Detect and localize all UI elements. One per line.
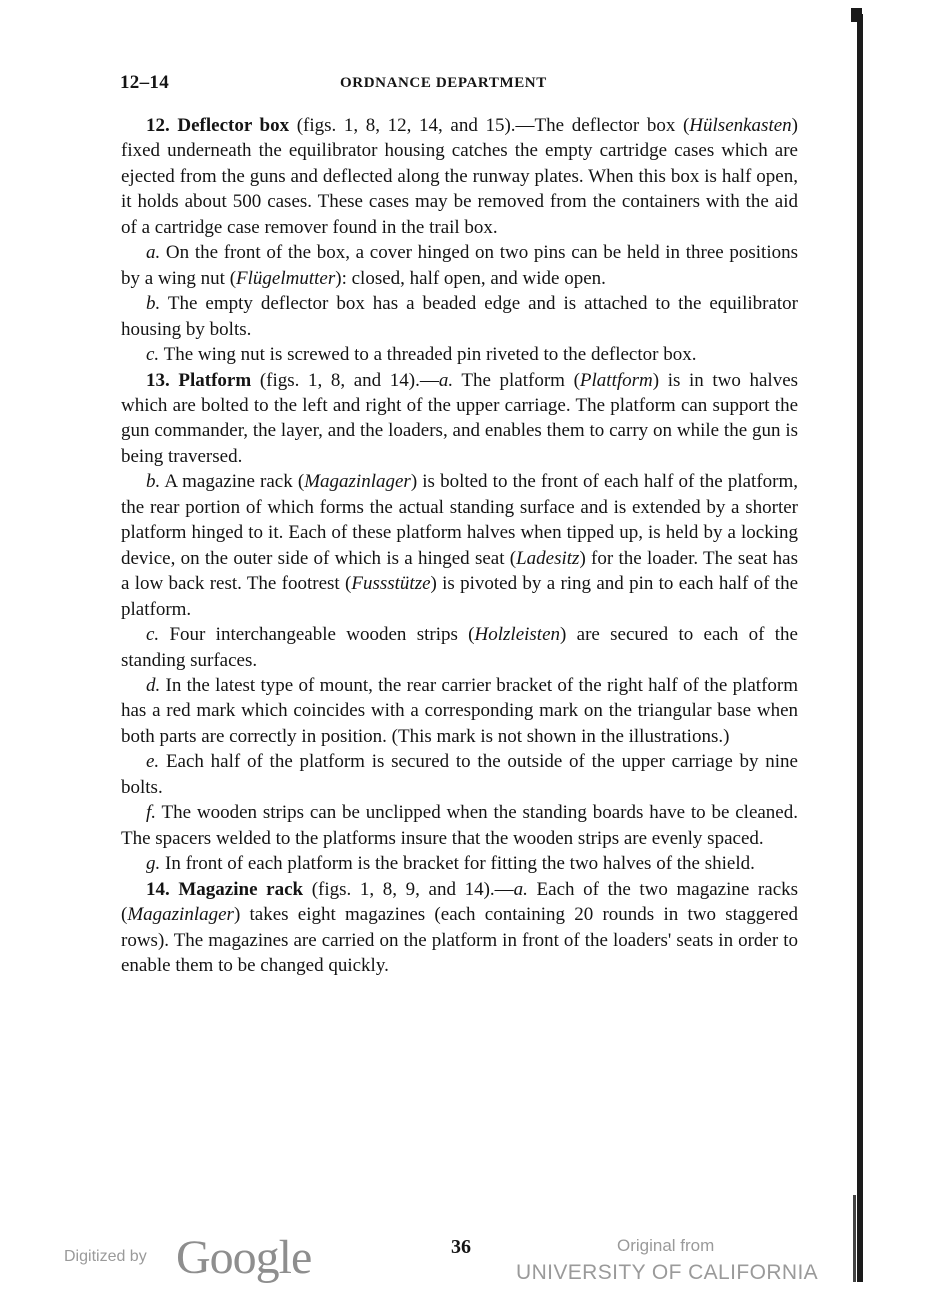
italic-term: b. bbox=[146, 293, 161, 315]
italic-term: a. bbox=[513, 878, 528, 900]
text-run: ): closed, half open, and wide open. bbox=[335, 267, 606, 289]
section-13-paragraph bbox=[121, 368, 798, 470]
section-number: 13. bbox=[146, 369, 170, 391]
section-12-paragraph bbox=[121, 113, 798, 240]
text-run: ) is bolted to the front of each half of the platform, the rear portion of which forms the actual standing surface and is extended by a shorter platform hinged to it. Each of these platform halves when tipped up, is held by a locking device, on the outer side of which is a hinged seat ( bbox=[121, 471, 799, 569]
text-run: Each of the two magazine racks ( bbox=[121, 878, 799, 926]
original-label: Original from bbox=[617, 1236, 715, 1255]
italic-term: d. bbox=[146, 674, 161, 696]
italic-term: a. bbox=[146, 242, 161, 264]
text-run: On the front of the box, a cover hinged on two pins can be held in three positions by a wing nut ( bbox=[121, 242, 798, 289]
italic-term: Flügelmutter bbox=[236, 267, 336, 289]
page-number: 36 bbox=[451, 1236, 471, 1258]
section-12-paragraph bbox=[121, 240, 798, 291]
body-text bbox=[121, 113, 798, 978]
section-12-paragraph bbox=[121, 342, 798, 367]
italic-term: Magazinlager bbox=[127, 904, 234, 926]
text-run: (figs. 1, 8, and 14).— bbox=[259, 369, 439, 391]
italic-term: e. bbox=[146, 751, 160, 773]
digitized-label: Digitized by bbox=[64, 1248, 147, 1265]
text-run: The wooden strips can be unclipped when the standing boards have to be cleaned. The spacers welded to the platforms insure that the wooden strips are evenly spaced. bbox=[121, 802, 798, 849]
italic-term: Plattform bbox=[579, 369, 653, 391]
text-run: ) fixed underneath the equilibrator housing catches the empty cartridge cases which are ejected from the guns and deflected along the runway plates. When this box is half open, it holds about 500 cases. These cases may be removed from the containers with the aid of a cartridge case remover found in the trail box. bbox=[121, 115, 798, 238]
digitized-by-watermark bbox=[64, 1231, 364, 1284]
text-run: A magazine rack ( bbox=[160, 471, 305, 493]
text-run: (figs. 1, 8, 9, and 14).— bbox=[311, 878, 514, 900]
text-run: Four interchangeable wooden strips ( bbox=[159, 624, 475, 646]
text-run: Each half of the platform is secured to the outside of the upper carriage by nine bolts. bbox=[121, 751, 798, 798]
text-run: The wing nut is screwed to a threaded pin riveted to the deflector box. bbox=[159, 344, 697, 366]
page-header bbox=[120, 72, 800, 98]
text-run: ) is in two halves which are bolted to the left and right of the upper carriage. The platform can support the gun commander, the layer, and the loaders, and enables them to carry on while the gun is being traversed. bbox=[121, 369, 799, 467]
text-run: In front of each platform is the bracket for fitting the two halves of the shield. bbox=[160, 853, 755, 875]
italic-term: Ladesitz bbox=[516, 547, 580, 569]
italic-term: a. bbox=[438, 369, 454, 391]
section-12-paragraph bbox=[121, 291, 798, 342]
scan-edge-rule bbox=[857, 14, 863, 1282]
italic-term: b. bbox=[146, 471, 161, 493]
text-run: In the latest type of mount, the rear carrier bracket of the right half of the platform has a red mark which coincides with a corresponding mark on the triangular base when both parts are correctly in position. (This mark is not shown in the illustrations.) bbox=[121, 674, 798, 747]
italic-term: c. bbox=[146, 344, 160, 366]
google-logo: Google bbox=[176, 1231, 312, 1284]
section-13-paragraph bbox=[121, 851, 798, 876]
section-13-paragraph bbox=[121, 622, 798, 673]
italic-term: c. bbox=[146, 624, 160, 646]
text-run: ) for the loader. The seat has a low back rest. The footrest ( bbox=[121, 547, 798, 595]
italic-term: Holzleisten bbox=[474, 624, 561, 646]
section-13-paragraph bbox=[121, 749, 798, 800]
text-run: The empty deflector box has a beaded edge and is attached to the equilibrator housing by bolts. bbox=[121, 293, 798, 340]
text-run: ) takes eight magazines (each containing 20 rounds in two staggered rows). The magazines are carried on the platform in front of the loaders' seats in order to enable them to be changed quickly. bbox=[121, 904, 798, 976]
section-title: Deflector box bbox=[177, 115, 290, 136]
section-14-paragraph bbox=[121, 877, 798, 979]
text-run: (figs. 1, 8, 12, 14, and 15).—The deflector box ( bbox=[296, 115, 690, 136]
section-number: 12. bbox=[146, 115, 170, 136]
italic-term: Fussstütze bbox=[351, 573, 431, 595]
original-from-watermark bbox=[516, 1236, 836, 1286]
section-13-paragraph bbox=[121, 469, 798, 622]
section-13-paragraph bbox=[121, 800, 798, 851]
italic-term: Hülsenkasten bbox=[689, 115, 792, 136]
italic-term: g. bbox=[146, 853, 161, 875]
running-head: ORDNANCE DEPARTMENT bbox=[340, 75, 547, 91]
scan-edge-mark bbox=[853, 1195, 856, 1282]
text-run: The platform ( bbox=[453, 369, 580, 391]
text-run: ) is pivoted by a ring and pin to each half of the platform. bbox=[121, 573, 799, 620]
italic-term: f. bbox=[146, 802, 157, 824]
section-number: 14. bbox=[146, 878, 170, 900]
section-13-paragraph bbox=[121, 673, 798, 749]
section-title: Magazine rack bbox=[178, 878, 304, 900]
section-range: 12–14 bbox=[120, 72, 169, 93]
original-institution: UNIVERSITY OF CALIFORNIA bbox=[516, 1261, 819, 1284]
section-title: Platform bbox=[178, 369, 252, 391]
italic-term: Magazinlager bbox=[304, 471, 411, 493]
text-run: ) are secured to each of the standing surfaces. bbox=[121, 624, 798, 671]
